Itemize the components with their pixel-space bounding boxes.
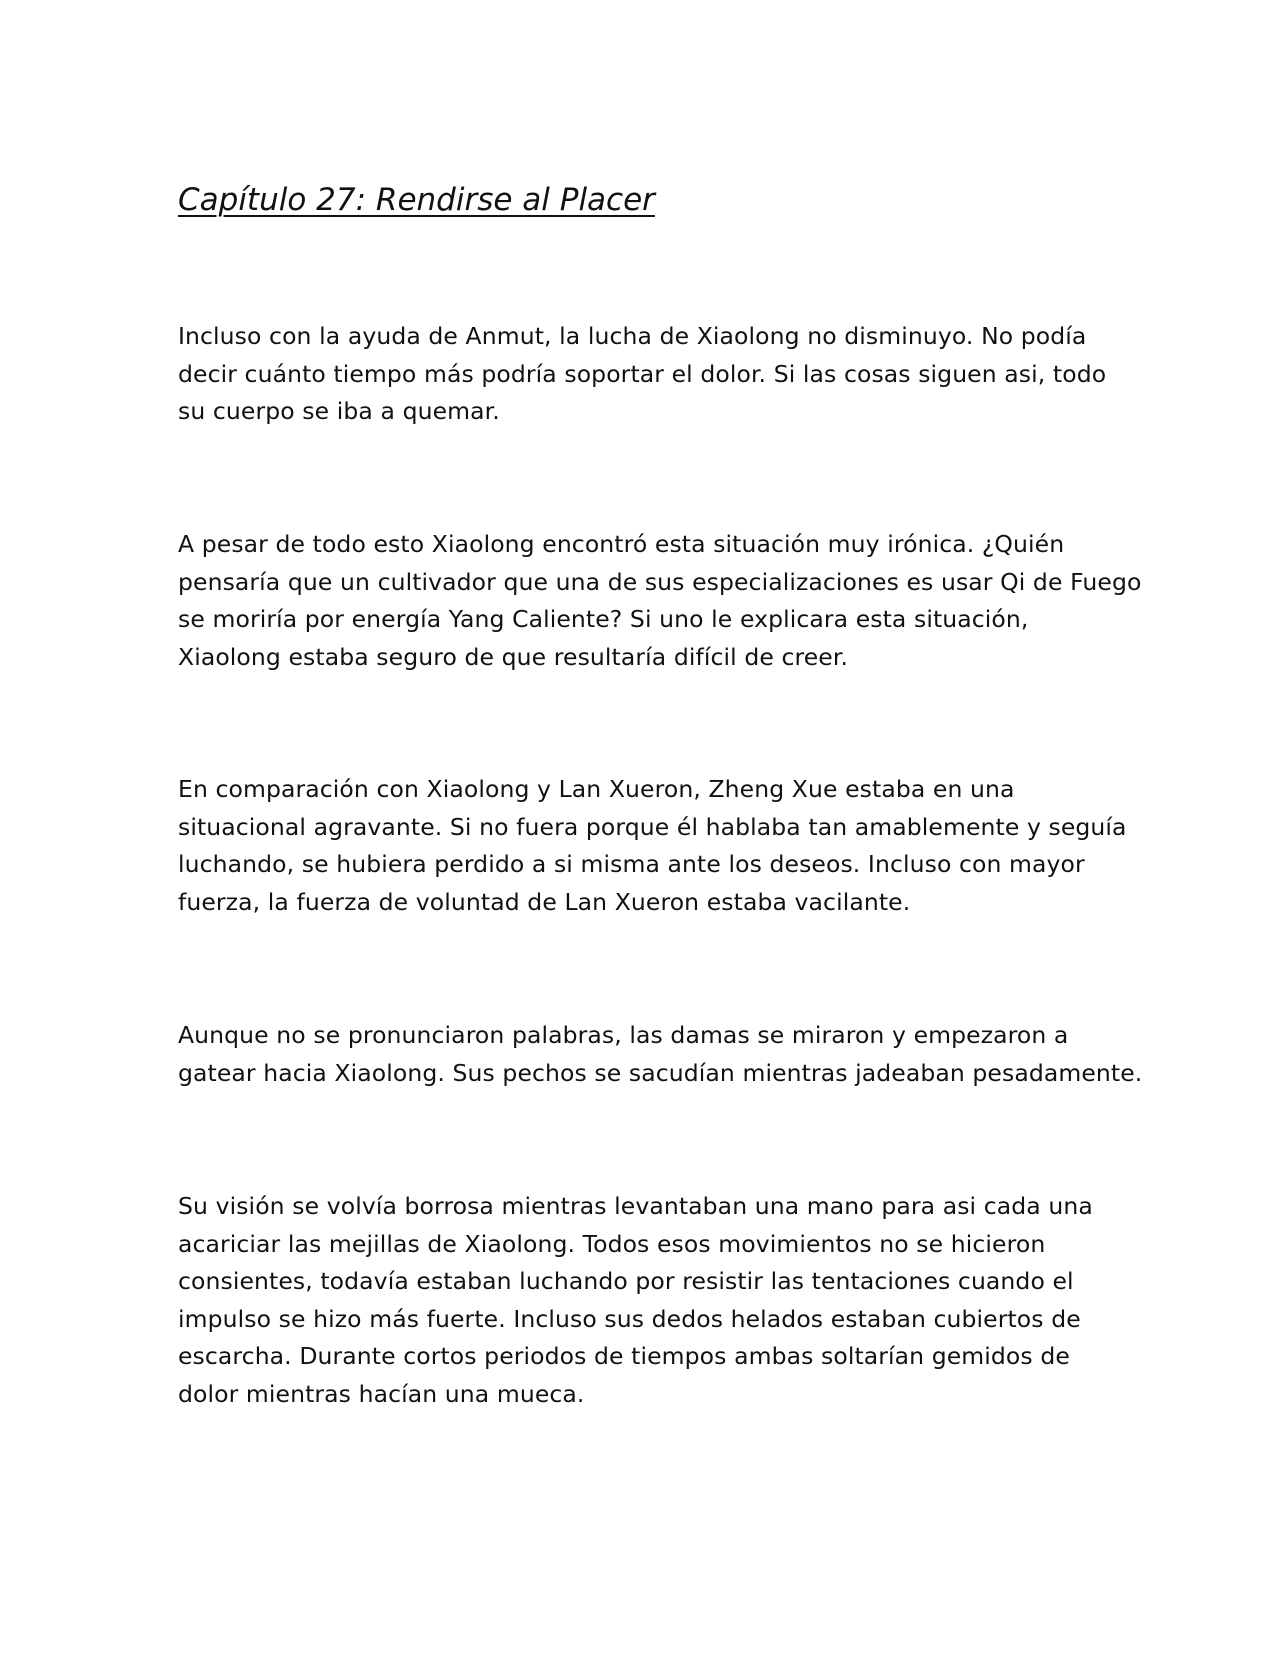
paragraph: [178, 1188, 1118, 1413]
text-line: Incluso con la ayuda de Anmut, la lucha de Xiaolong no disminuyo. No podía: [178, 322, 1087, 350]
text-line: situacional agravante. Si no fuera porque él hablaba tan amablemente y seguía: [178, 812, 1127, 841]
paragraph: [178, 771, 1127, 921]
text-line: Xiaolong estaba seguro de que resultaría difícil de creer.: [178, 642, 849, 671]
chapter-title: Capítulo 27: Rendirse al Placer: [178, 182, 655, 218]
text-line: dolor mientras hacían una mueca.: [178, 1379, 585, 1408]
text-line: Aunque no se pronunciaron palabras, las damas se miraron y empezaron a: [178, 1021, 1069, 1049]
text-line: pensaría que un cultivador que una de sus especializaciones es usar Qi de Fuego: [178, 567, 1142, 596]
paragraph: [178, 318, 1118, 431]
text-line: acariciar las mejillas de Xiaolong. Todos esos movimientos no se hicieron: [178, 1229, 1046, 1258]
text-line: impulso se hizo más fuerte. Incluso sus dedos helados estaban cubiertos de: [178, 1304, 1081, 1333]
text-line: En comparación con Xiaolong y Lan Xueron, Zheng Xue estaba en una: [178, 775, 1015, 803]
text-line: luchando, se hubiera perdido a si misma ante los deseos. Incluso con mayor: [178, 850, 1085, 878]
text-line: gatear hacia Xiaolong. Sus pechos se sacudían mientras jadeaban pesadamente.: [178, 1058, 1143, 1087]
paragraph: [178, 1017, 1143, 1092]
text-line: A pesar de todo esto Xiaolong encontró esta situación muy irónica. ¿Quién: [178, 530, 1065, 558]
text-line: consientes, todavía estaban luchando por resistir las tentaciones cuando el: [178, 1267, 1074, 1295]
text-line: se moriría por energía Yang Caliente? Si uno le explicara esta situación,: [178, 605, 1029, 633]
text-line: fuerza, la fuerza de voluntad de Lan Xueron estaba vacilante.: [178, 887, 911, 916]
text-line: escarcha. Durante cortos periodos de tiempos ambas soltarían gemidos de: [178, 1342, 1070, 1370]
text-line: decir cuánto tiempo más podría soportar el dolor. Si las cosas siguen asi, todo: [178, 359, 1107, 388]
text-line: Su visión se volvía borrosa mientras levantaban una mano para asi cada una: [178, 1192, 1093, 1220]
paragraph: [178, 526, 1142, 676]
text-line: su cuerpo se iba a quemar.: [178, 397, 500, 425]
